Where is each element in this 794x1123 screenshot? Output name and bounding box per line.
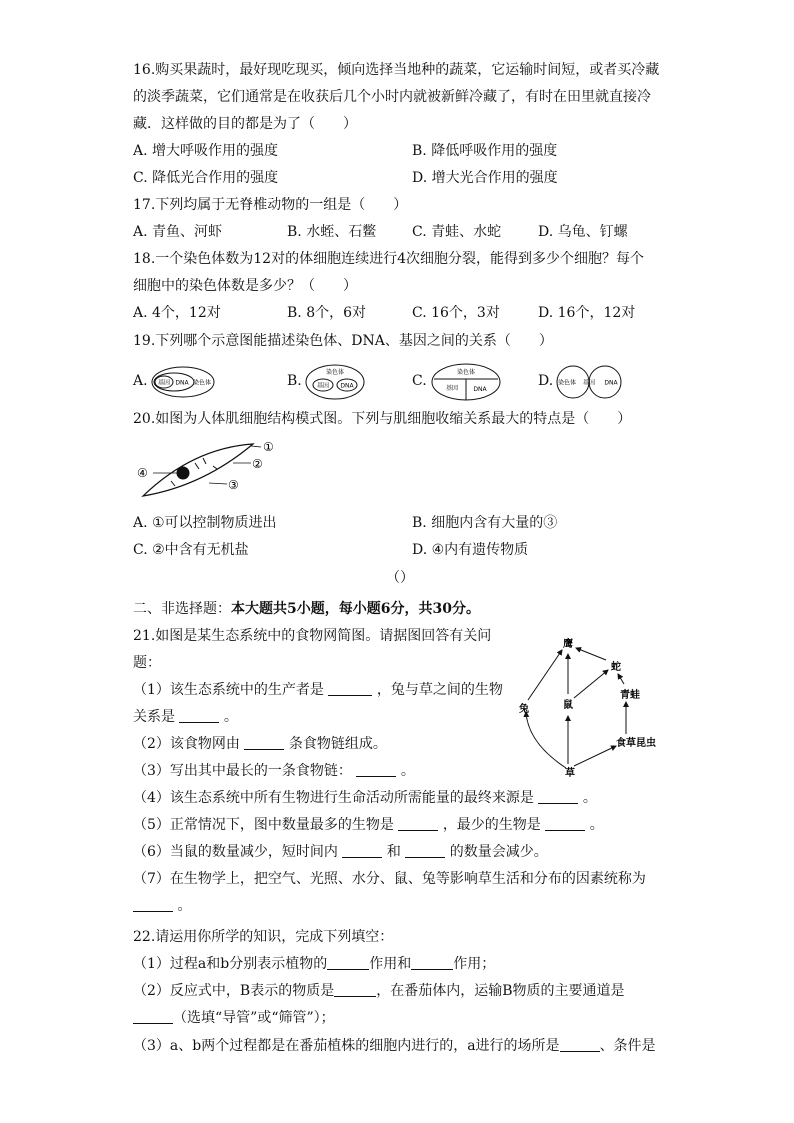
q22-blank-process-a[interactable] [327,955,369,970]
q21-part-4 [133,788,597,808]
web-node-grass: 草 [565,768,575,778]
fig-a-mid-label: DNA [175,379,189,387]
q22-blank-process-b[interactable] [411,955,453,970]
q21-blank-chain-count[interactable] [244,735,284,750]
q22-p1-text-b: 作用和 [369,956,412,972]
q21-p5-text-a: （5）正常情况下，图中数量最多的生物是 [133,817,394,833]
q21-part-1 [133,680,503,700]
q16-option-d: D. 增大光合作用的强度 [412,170,558,186]
q21-p1-text-d: 。 [223,709,238,725]
q17-option-d: D. 乌龟、钉螺 [538,224,628,240]
web-node-hawk: 鹰 [563,639,573,650]
q22-part-2 [133,981,625,1001]
fig-d-right-label: DNA [604,379,618,387]
q20-option-c: C. ②中含有无机盐 [133,542,249,558]
q16-option-c: C. 降低光合作用的强度 [133,170,279,186]
q18-option-a: A. 4个，12对 [133,305,221,321]
cell-label-3: ③ [228,478,239,492]
section-2-heading [133,599,480,619]
q19-option-c: C. [412,373,427,389]
q22-stem: 22.请运用你所学的知识，完成下列填空： [133,929,394,945]
q21-blank-producer[interactable] [328,681,372,696]
q21-p2-text-b: 条食物链组成。 [288,736,387,752]
q21-part-5 [133,815,604,835]
q19-stem: 19.下列哪个示意图能描述染色体、DNA、基因之间的关系（ ） [133,333,553,349]
q21-part-7: （7）在生物学上，把空气、光照、水分、鼠、兔等影响草生活和分布的因素统称为 [133,871,646,887]
q21-p5-text-b: ，最少的生物是 [442,817,541,833]
muscle-cell-figure [133,436,293,504]
q21-p6-text-a: （6）当鼠的数量减少，短时间内 [133,844,338,860]
q22-blank-location[interactable] [560,1037,600,1052]
q21-part-7-cont [133,896,191,916]
q21-p1-text-c: 关系是 [133,709,175,725]
q16-line-1: 16.购买果蔬时，最好现吃现买，倾向选择当地种的蔬菜，它运输时间短，或者买冷藏 [133,62,660,78]
q18-line-1: 18.一个染色体数为12对的体细胞连续进行4次细胞分裂，能得到多少个细胞？每个 [133,251,644,267]
q21-part-1-cont [133,707,238,727]
q22-part-1 [133,954,495,974]
q18-option-d: D. 16个，12对 [538,305,636,321]
q21-p4-text-b: 。 [582,790,597,806]
fig-b-outer-label: 染色体 [325,369,345,376]
fig-d-mid-label: 基因 [582,379,596,387]
fig-d-left-label: 染色体 [557,379,577,387]
q21-blank-ecological-factors[interactable] [133,897,173,912]
q20-option-b: B. 细胞内含有大量的③ [412,515,558,531]
q22-p3-text-a: （3）a、b两个过程都是在番茄植株的细胞内进行的，a进行的场所是 [133,1038,560,1054]
q19-option-d: D. [538,373,554,389]
web-node-frog: 青蛙 [620,690,640,701]
q19-figure-c [430,362,502,402]
q21-blank-energy-source[interactable] [538,789,578,804]
q21-p3-text-b: 。 [400,763,415,779]
q16-line-3: 藏．这样做的目的都是为了（ ） [133,116,357,132]
q22-part-2-cont [133,1008,335,1028]
q21-p3-text-a: （3）写出其中最长的一条食物链： [133,763,352,779]
q19-figure-a [150,364,216,400]
q21-p4-text-a: （4）该生态系统中所有生物进行生命活动所需能量的最终来源是 [133,790,534,806]
q21-blank-decrease-1[interactable] [342,843,382,858]
q17-option-b: B. 水蛭、石鳖 [287,224,377,240]
q16-line-2: 的淡季蔬菜，它们通常是在收获后几个小时内就被新鲜冷藏了，有时在田里就直接冷 [133,89,651,105]
q21-blank-most[interactable] [398,816,438,831]
food-web-figure [508,628,668,778]
fig-a-outer-label: 染色体 [192,379,212,387]
q19-option-a: A. [133,373,148,389]
q18-option-c: C. 16个，3对 [412,305,500,321]
fig-c-top-label: 染色体 [456,369,476,376]
q20-option-d: D. ④内有遗传物质 [412,542,529,558]
q22-blank-channel[interactable] [133,1009,173,1024]
q21-blank-decrease-2[interactable] [405,843,445,858]
web-node-mouse: 鼠 [563,700,573,711]
q16-option-a: A. 增大呼吸作用的强度 [133,143,279,159]
cell-label-2: ② [252,457,263,471]
q21-blank-relation[interactable] [179,708,219,723]
q22-p3-text-b: 、条件是 [599,1038,656,1054]
q21-p6-text-c: 的数量会减少。 [449,844,548,860]
q21-p7-text-b: 。 [177,898,192,914]
q21-p5-text-c: 。 [589,817,604,833]
fig-b-right-label: DNA [340,382,354,390]
q22-p1-text-c: 作用； [453,956,496,972]
q22-p2-text-a: （2）反应式中，B表示的物质是 [133,983,335,999]
q18-option-b: B. 8个，6对 [287,305,367,321]
q22-p2-text-b: ，在番茄体内，运输B物质的主要通道是 [376,983,625,999]
q19-option-b: B. [287,373,302,389]
cell-label-4: ④ [137,466,148,480]
q21-line-2: 题： [133,655,161,671]
fig-a-inner-label: 基因 [157,379,171,387]
q19-figure-b [304,362,366,402]
q21-p2-text-a: （2）该食物网由 [133,736,240,752]
q21-line-1: 21.如图是某生态系统中的食物网简图。请据图回答有关问 [133,628,492,644]
q19-figure-d [555,364,623,400]
q16-option-b: B. 降低呼吸作用的强度 [412,143,558,159]
q20-trailing-paren: （） [386,570,414,586]
q20-option-a: A. ①可以控制物质进出 [133,515,277,531]
fig-b-left-label: 基因 [316,382,330,390]
section-2-prefix: 二、非选择题： [133,601,231,617]
cell-label-1: ① [263,440,274,454]
q17-option-c: C. 青蛙、水蛇 [412,224,502,240]
q22-p2-text-c: （选填“导管”或“筛管”）； [173,1010,335,1026]
q21-part-3 [133,761,415,781]
web-node-insect: 食草昆虫 [616,738,656,749]
q21-part-2 [133,734,387,754]
q21-p6-text-b: 和 [386,844,401,860]
q21-p1-text-a: （1）该生态系统中的生产者是 [133,682,324,698]
fig-c-left-label: 基因 [445,385,459,392]
q22-part-3 [133,1036,656,1056]
q21-p1-text-b: ，兔与草之间的生物 [376,682,503,698]
q17-option-a: A. 青鱼、河虾 [133,224,223,240]
q22-blank-substance-b[interactable] [334,982,376,997]
web-node-snake: 蛇 [611,662,621,673]
fig-c-right-label: DNA [473,386,487,393]
section-2-desc: 本大题共5小题，每小题6分，共30分。 [231,601,480,617]
q21-part-6 [133,842,548,862]
q21-blank-longest-chain[interactable] [356,762,396,777]
web-node-rabbit: 兔 [519,704,529,715]
q22-p1-text-a: （1）过程a和b分别表示植物的 [133,956,328,972]
q17-stem: 17.下列均属于无脊椎动物的一组是（ ） [133,197,408,213]
q20-stem: 20.如图为人体肌细胞结构模式图。下列与肌细胞收缩关系最大的特点是（ ） [133,411,632,427]
q21-blank-least[interactable] [545,816,585,831]
q18-line-2: 细胞中的染色体数是多少？（ ） [133,278,357,294]
